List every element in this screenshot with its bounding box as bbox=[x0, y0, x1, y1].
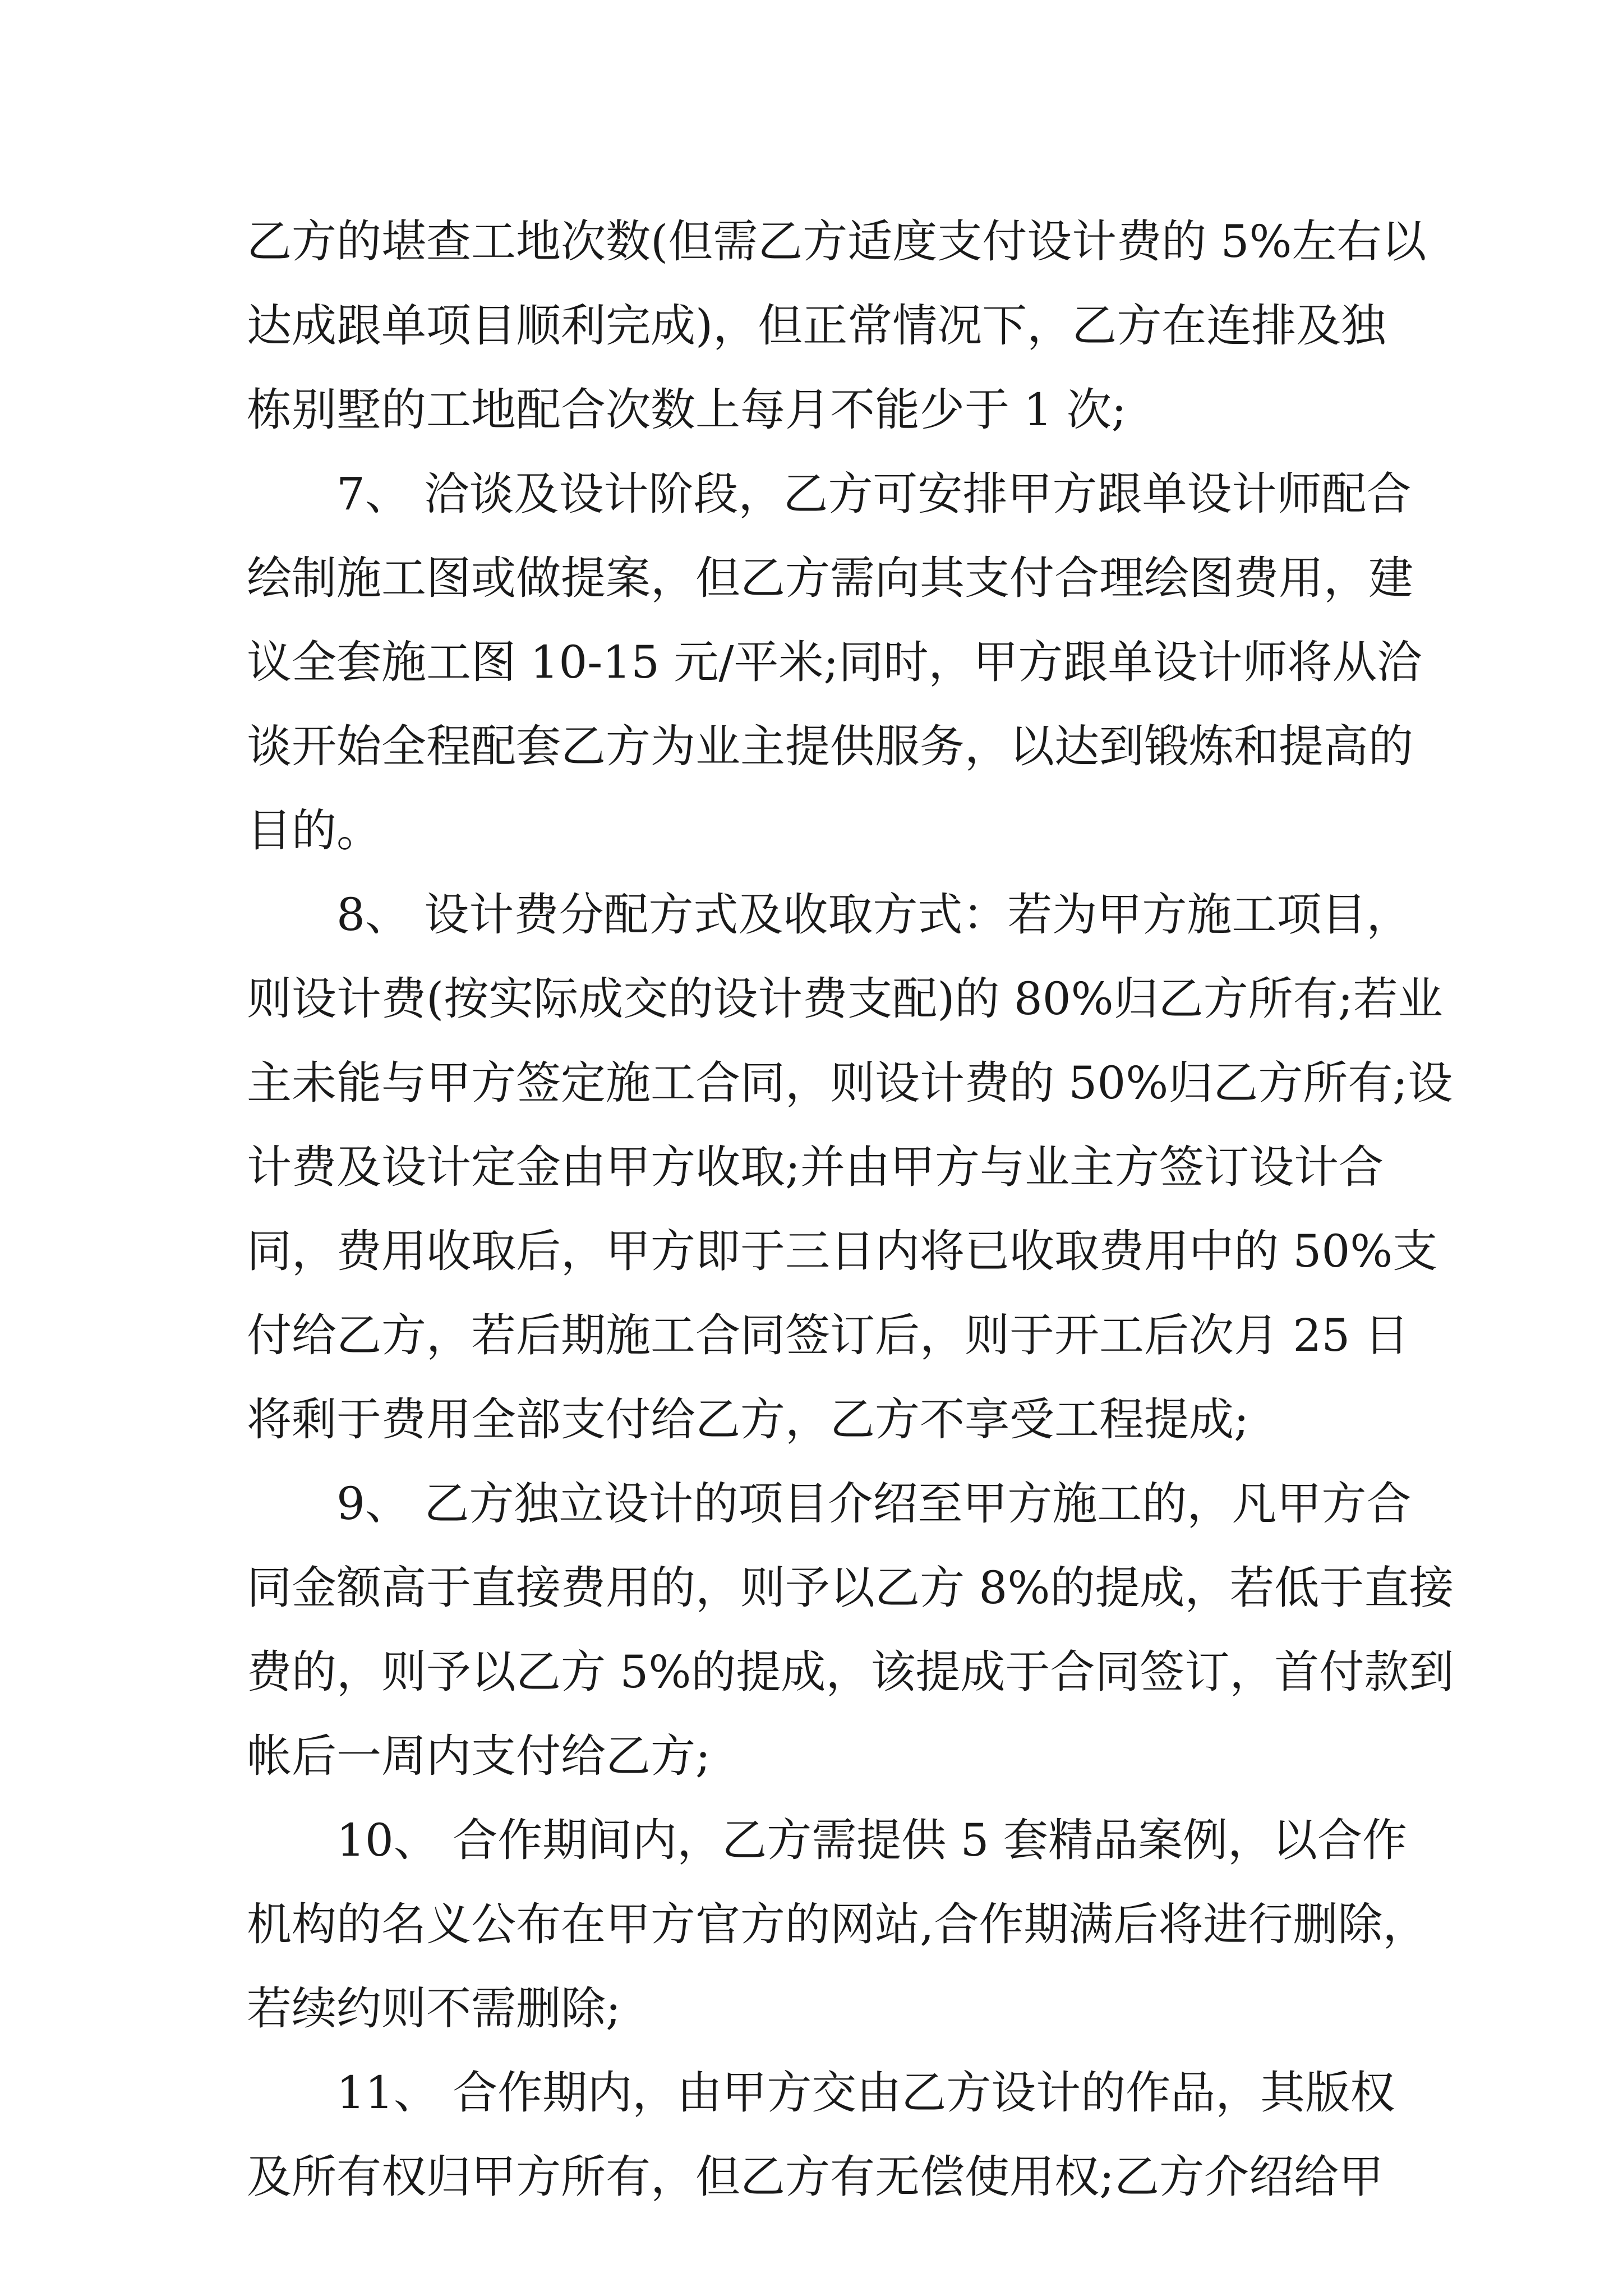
text-line: 帐后一周内支付给乙方; bbox=[247, 1730, 711, 1782]
text-line: 11、 合作期内，由甲方交由乙方设计的作品，其版权 bbox=[336, 2067, 1395, 2119]
text-line: 及所有权归甲方所有，但乙方有无偿使用权;乙方介绍给甲 bbox=[247, 2151, 1384, 2203]
text-line: 绘制施工图或做提案，但乙方需向其支付合理绘图费用，建 bbox=[247, 552, 1413, 604]
text-line: 10、 合作期间内，乙方需提供 5 套精品案例，以合作 bbox=[336, 1814, 1407, 1866]
text-line: 机构的名义公布在甲方官方的网站,合作期满后将进行删除， bbox=[247, 1898, 1428, 1950]
text-line: 达成跟单项目顺利完成)，但正常情况下，乙方在连排及独 bbox=[247, 300, 1386, 352]
text-line: 目的。 bbox=[247, 804, 381, 857]
text-line: 谈开始全程配套乙方为业主提供服务，以达到锻炼和提高的 bbox=[247, 720, 1413, 772]
text-line: 若续约则不需删除; bbox=[247, 1982, 621, 2035]
text-line: 付给乙方，若后期施工合同签订后，则于开工后次月 25 日 bbox=[247, 1309, 1409, 1361]
text-line: 则设计费(按实际成交的设计费支配)的 80%归乙方所有;若业 bbox=[247, 973, 1443, 1025]
text-line: 栋别墅的工地配合次数上每月不能少于 1 次; bbox=[247, 384, 1127, 436]
text-line: 8、 设计费分配方式及收取方式：若为甲方施工项目， bbox=[336, 889, 1412, 941]
text-line: 同金额高于直接费用的，则予以乙方 8%的提成，若低于直接 bbox=[247, 1562, 1454, 1614]
text-line: 乙方的堪查工地次数(但需乙方适度支付设计费的 5%左右以 bbox=[247, 215, 1427, 268]
text-line: 费的，则予以乙方 5%的提成，该提成于合同签订，首付款到 bbox=[247, 1646, 1454, 1698]
text-line: 将剩于费用全部支付给乙方，乙方不享受工程提成; bbox=[247, 1393, 1249, 1446]
text-line: 9、 乙方独立设计的项目介绍至甲方施工的，凡甲方合 bbox=[336, 1478, 1412, 1530]
text-line: 7、 洽谈及设计阶段，乙方可安排甲方跟单设计师配合 bbox=[336, 468, 1412, 520]
text-line: 同，费用收取后，甲方即于三日内将已收取费用中的 50%支 bbox=[247, 1225, 1438, 1277]
text-line: 议全套施工图 10-15 元/平米;同时，甲方跟单设计师将从洽 bbox=[247, 636, 1422, 688]
text-line: 主未能与甲方签定施工合同，则设计费的 50%归乙方所有;设 bbox=[247, 1057, 1453, 1109]
text-line: 计费及设计定金由甲方收取;并由甲方与业主方签订设计合 bbox=[247, 1141, 1384, 1193]
